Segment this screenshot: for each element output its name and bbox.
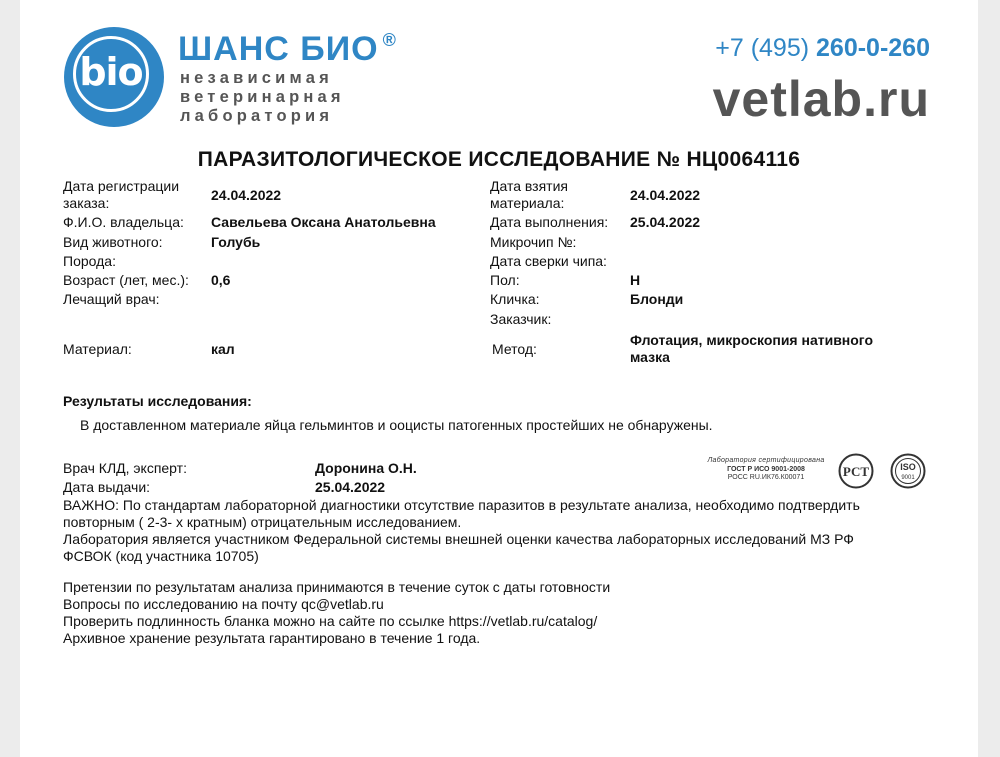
field-label-sex: Пол: xyxy=(490,272,520,288)
field-value-sex: Н xyxy=(630,272,641,288)
expert-label: Врач КЛД, эксперт: xyxy=(63,460,187,476)
field-value-registration-date: 24.04.2022 xyxy=(211,187,282,203)
note-line-2: повторным ( 2-3- х кратным) отрицательным исследованием. xyxy=(63,514,462,530)
footer-line-3: Проверить подлинность бланка можно на сайте по ссылке https://vetlab.ru/catalog/ xyxy=(63,613,598,629)
field-value-age: 0,6 xyxy=(211,272,231,288)
field-value-nickname: Блонди xyxy=(630,291,684,307)
field-value-owner: Савельева Оксана Анатольевна xyxy=(211,214,436,230)
phone-prefix: +7 (495) xyxy=(715,34,810,62)
expert-value: Доронина О.Н. xyxy=(315,460,417,476)
iso-certification-icon xyxy=(890,453,926,489)
field-label-method: Метод: xyxy=(492,341,537,357)
field-label-doctor: Лечащий врач: xyxy=(63,291,160,307)
field-label-owner: Ф.И.О. владельца: xyxy=(63,214,184,230)
issue-date-value: 25.04.2022 xyxy=(315,479,386,495)
website-link[interactable]: vetlab.ru xyxy=(712,71,930,127)
field-label-nickname: Кличка: xyxy=(490,291,540,307)
document-title: ПАРАЗИТОЛОГИЧЕСКОЕ ИССЛЕДОВАНИЕ № НЦ0064116 xyxy=(197,148,801,171)
results-heading: Результаты исследования: xyxy=(63,393,252,409)
footer-line-1: Претензии по результатам анализа принимаются в течение суток с даты готовности xyxy=(63,579,611,595)
phone-main: 260-0-260 xyxy=(816,34,930,62)
note-line-3: Лаборатория является участником Федеральной системы внешней оценки качества лабораторных исследований МЗ РФ xyxy=(63,531,854,547)
issue-date-label: Дата выдачи: xyxy=(63,479,151,495)
field-value-sampling-date: 24.04.2022 xyxy=(630,187,701,203)
field-label-sampling-date: Дата взятия материала: xyxy=(490,178,568,211)
tagline-line-2: ветеринарная xyxy=(180,88,345,106)
field-value-method: Флотация, микроскопия нативного мазка xyxy=(630,332,874,365)
note-line-4: ФСВОК (код участника 10705) xyxy=(63,548,259,564)
field-label-species: Вид животного: xyxy=(63,234,163,250)
field-label-breed: Порода: xyxy=(63,253,116,269)
iso-mark-number: 9001 xyxy=(901,475,915,481)
rst-mark-text: РСТ xyxy=(842,464,870,479)
cert-line-1: Лаборатория сертифицирована xyxy=(707,457,825,464)
brand-name-text: ШАНС БИО xyxy=(178,30,379,68)
phone-number[interactable] xyxy=(715,34,930,63)
bio-logo-ring xyxy=(73,36,149,112)
rst-certification-icon xyxy=(838,453,874,489)
results-text: В доставленном материале яйца гельминтов и ооцисты патогенных простейших не обнаружены. xyxy=(80,417,713,433)
note-line-1: ВАЖНО: По стандартам лабораторной диагностики отсутствие паразитов в результате анализа, необходимо подтвердить xyxy=(63,497,860,513)
cert-line-2: ГОСТ Р ИСО 9001-2008 xyxy=(727,465,805,473)
field-label-microchip: Микрочип №: xyxy=(490,234,577,250)
certification-text xyxy=(696,457,836,483)
registered-mark: ® xyxy=(382,30,397,50)
tagline-line-3: лаборатория xyxy=(180,107,334,125)
bio-logo-text: bio xyxy=(79,50,143,94)
footer-line-2: Вопросы по исследованию на почту qc@vetlab.ru xyxy=(63,596,384,612)
document-sheet xyxy=(20,0,978,757)
cert-line-3: РОСС RU.ИК76.К00071 xyxy=(727,474,805,481)
field-value-species: Голубь xyxy=(211,234,261,250)
field-label-completion-date: Дата выполнения: xyxy=(490,214,609,230)
field-label-material: Материал: xyxy=(63,341,132,357)
footer-line-4: Архивное хранение результата гарантировано в течение 1 года. xyxy=(63,630,481,646)
bio-logo xyxy=(64,27,164,127)
field-label-registration-date: Дата регистрации заказа: xyxy=(63,178,180,211)
brand-name xyxy=(178,30,397,69)
field-label-age: Возраст (лет, мес.): xyxy=(63,272,189,288)
field-label-customer: Заказчик: xyxy=(490,311,552,327)
iso-mark-text: ISO xyxy=(900,462,916,472)
field-value-completion-date: 25.04.2022 xyxy=(630,214,701,230)
field-value-material: кал xyxy=(211,341,235,357)
field-label-chip-check-date: Дата сверки чипа: xyxy=(490,253,607,269)
tagline-line-1: независимая xyxy=(180,69,333,87)
